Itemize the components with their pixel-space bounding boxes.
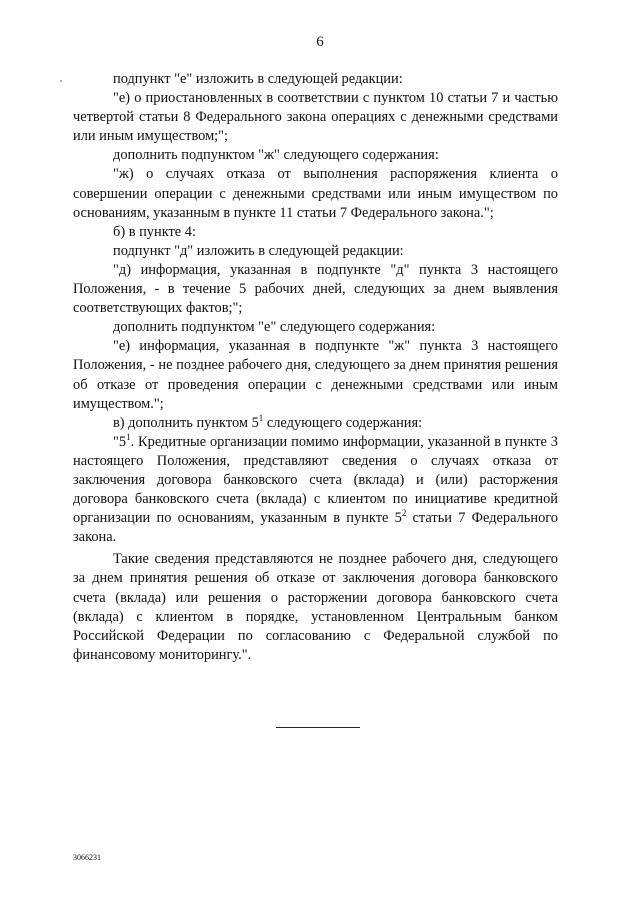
end-divider <box>276 727 360 728</box>
paragraph-11 <box>73 433 558 548</box>
superscript: 1 <box>258 412 264 423</box>
scan-speck <box>60 80 62 82</box>
document-code: 3066231 <box>73 853 101 862</box>
paragraph-9: "е) информация, указанная в подпункте "ж" пункта 3 настоящего Положения, - не позднее рабочего дня, следующего за днем принятия решения об отказе от проведения операции с денежными средствами или иным имуществом."; <box>73 338 558 412</box>
paragraph-10-text: в) дополнить пунктом 5 <box>113 414 259 431</box>
paragraph-4: "ж) о случаях отказа от выполнения распоряжения клиента о совершении операции с денежными средствами или иным имуществом по основаниям, указанным в пункте 11 статьи 7 Федерального закона."; <box>73 166 558 221</box>
document-body <box>73 70 558 665</box>
paragraph-11-open: "5 <box>113 433 127 450</box>
paragraph-11-text: . Кредитные организации помимо информации, указанной в пункте 3 настоящего Положения, представляют сведения о случаях отказа от заключения договора банковского счета (вклада) и (или) расторжения договора банковского счета (вклада) с клиентом по инициативе кредитной организации по основаниям, указанным в пункте 5 <box>73 433 558 527</box>
paragraph-10-text-end: следующего содержания: <box>263 414 423 431</box>
paragraph-5: б) в пункте 4: <box>113 223 196 240</box>
page-number: 6 <box>316 34 324 50</box>
paragraph-3: дополнить подпунктом "ж" следующего содержания: <box>113 147 439 164</box>
superscript: 2 <box>401 508 407 519</box>
paragraph-7: "д) информация, указанная в подпункте "д" пункта 3 настоящего Положения, - в течение 5 рабочих дней, следующих за днем выявления соответствующих фактов;"; <box>73 261 558 317</box>
paragraph-11-text-end: статьи 7 Федерального закона. <box>73 510 559 546</box>
paragraph-10 <box>73 414 558 433</box>
superscript: 1 <box>126 431 131 442</box>
paragraph-1: подпункт "е" изложить в следующей редакции: <box>113 71 403 87</box>
paragraph-6: подпункт "д" изложить в следующей редакции: <box>113 242 404 259</box>
paragraph-8: дополнить подпунктом "е" следующего содержания: <box>113 319 436 336</box>
paragraph-2: "е) о приостановленных в соответствии с пунктом 10 статьи 7 и частью четвертой статьи 8 Федерального закона операциях с денежными средствами или иным имуществом;"; <box>73 90 558 145</box>
paragraph-12: Такие сведения представляются не позднее рабочего дня, следующего за днем принятия решения об отказе от заключения договора банковского счета (вклада) или решения о расторжении договора банковского счета (вклада) с клиентом в порядке, установленном Центральным банком Российской Федерации по согласованию с Федеральной службой по финансовому мониторингу.". <box>73 551 558 663</box>
